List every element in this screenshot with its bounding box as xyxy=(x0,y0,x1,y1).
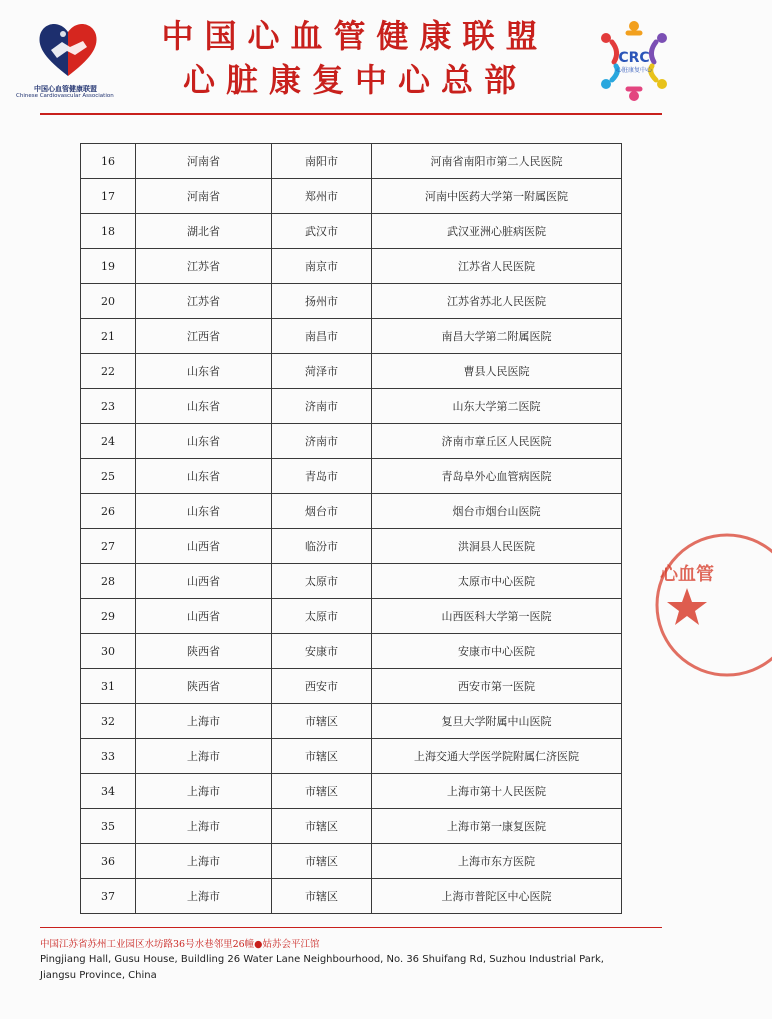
province-cell: 江苏省 xyxy=(136,284,272,319)
city-cell: 市辖区 xyxy=(272,774,372,809)
table-row xyxy=(81,459,622,494)
hospital-table-body xyxy=(81,144,622,914)
hospital-name-cell: 江苏省人民医院 xyxy=(372,249,622,284)
hospital-name-cell: 江苏省苏北人民医院 xyxy=(372,284,622,319)
hospital-name-cell: 上海市东方医院 xyxy=(372,844,622,879)
province-cell: 山西省 xyxy=(136,599,272,634)
city-cell: 济南市 xyxy=(272,389,372,424)
province-cell: 湖北省 xyxy=(136,214,272,249)
crc-logo-icon xyxy=(594,18,674,104)
table-row xyxy=(81,634,622,669)
city-cell: 市辖区 xyxy=(272,879,372,914)
hospital-name-cell: 上海市第十人民医院 xyxy=(372,774,622,809)
hospital-name-cell: 青岛阜外心血管病医院 xyxy=(372,459,622,494)
crc-logo-text: CRC xyxy=(618,50,650,66)
red-star-seal-icon xyxy=(652,530,772,680)
crc-logo xyxy=(594,18,674,104)
hospital-name-cell: 南昌大学第二附属医院 xyxy=(372,319,622,354)
hospital-name-cell: 河南省南阳市第二人民医院 xyxy=(372,144,622,179)
province-cell: 陕西省 xyxy=(136,669,272,704)
hospital-name-cell: 太原市中心医院 xyxy=(372,564,622,599)
hospital-name-cell: 西安市第一医院 xyxy=(372,669,622,704)
province-cell: 山东省 xyxy=(136,459,272,494)
province-cell: 陕西省 xyxy=(136,634,272,669)
city-cell: 菏泽市 xyxy=(272,354,372,389)
province-cell: 山西省 xyxy=(136,529,272,564)
city-cell: 南昌市 xyxy=(272,319,372,354)
table-row xyxy=(81,354,622,389)
row-number-cell: 17 xyxy=(81,179,136,214)
city-cell: 武汉市 xyxy=(272,214,372,249)
row-number-cell: 35 xyxy=(81,809,136,844)
heart-handshake-logo-icon xyxy=(37,20,99,78)
row-number-cell: 19 xyxy=(81,249,136,284)
province-cell: 山西省 xyxy=(136,564,272,599)
province-cell: 山东省 xyxy=(136,494,272,529)
province-cell: 河南省 xyxy=(136,144,272,179)
table-row xyxy=(81,809,622,844)
province-cell: 上海市 xyxy=(136,809,272,844)
city-cell: 市辖区 xyxy=(272,739,372,774)
row-number-cell: 22 xyxy=(81,354,136,389)
hospital-name-cell: 河南中医药大学第一附属医院 xyxy=(372,179,622,214)
province-cell: 江苏省 xyxy=(136,249,272,284)
row-number-cell: 30 xyxy=(81,634,136,669)
province-cell: 上海市 xyxy=(136,844,272,879)
table-row xyxy=(81,844,622,879)
hospital-name-cell: 曹县人民医院 xyxy=(372,354,622,389)
hospital-name-cell: 济南市章丘区人民医院 xyxy=(372,424,622,459)
org-subtitle: 心脏康复中心总部 xyxy=(182,61,527,99)
row-number-cell: 28 xyxy=(81,564,136,599)
association-logo xyxy=(12,20,122,100)
table-row xyxy=(81,774,622,809)
table-row xyxy=(81,494,622,529)
hospital-name-cell: 安康市中心医院 xyxy=(372,634,622,669)
table-row xyxy=(81,599,622,634)
city-cell: 安康市 xyxy=(272,634,372,669)
table-row xyxy=(81,389,622,424)
association-name-cn: 中国心血管健康联盟 xyxy=(34,85,97,93)
hospital-name-cell: 洪洞县人民医院 xyxy=(372,529,622,564)
table-row xyxy=(81,704,622,739)
province-cell: 山东省 xyxy=(136,389,272,424)
table-row xyxy=(81,179,622,214)
row-number-cell: 25 xyxy=(81,459,136,494)
city-cell: 太原市 xyxy=(272,599,372,634)
city-cell: 临汾市 xyxy=(272,529,372,564)
city-cell: 南京市 xyxy=(272,249,372,284)
hospital-name-cell: 烟台市烟台山医院 xyxy=(372,494,622,529)
address-cn: 中国江苏省苏州工业园区水坊路36号水巷邻里26幢●姑苏会平江馆 xyxy=(40,939,320,950)
letterhead xyxy=(0,0,700,120)
table-row xyxy=(81,319,622,354)
row-number-cell: 23 xyxy=(81,389,136,424)
row-number-cell: 33 xyxy=(81,739,136,774)
city-cell: 市辖区 xyxy=(272,809,372,844)
hospital-name-cell: 复旦大学附属中山医院 xyxy=(372,704,622,739)
row-number-cell: 18 xyxy=(81,214,136,249)
table-row xyxy=(81,879,622,914)
city-cell: 市辖区 xyxy=(272,704,372,739)
footer-divider xyxy=(40,927,662,928)
table-row xyxy=(81,214,622,249)
association-name-en: Chinese Cardiovascular Association xyxy=(16,93,114,99)
row-number-cell: 26 xyxy=(81,494,136,529)
crc-logo-subtext: 心脏康复中心 xyxy=(615,67,653,74)
city-cell: 西安市 xyxy=(272,669,372,704)
hospital-name-cell: 山东大学第二医院 xyxy=(372,389,622,424)
row-number-cell: 34 xyxy=(81,774,136,809)
table-row xyxy=(81,284,622,319)
row-number-cell: 24 xyxy=(81,424,136,459)
table-row xyxy=(81,144,622,179)
header-divider xyxy=(40,113,662,115)
city-cell: 济南市 xyxy=(272,424,372,459)
row-number-cell: 36 xyxy=(81,844,136,879)
city-cell: 烟台市 xyxy=(272,494,372,529)
hospital-name-cell: 上海市普陀区中心医院 xyxy=(372,879,622,914)
row-number-cell: 29 xyxy=(81,599,136,634)
hospital-name-cell: 上海交通大学医学院附属仁济医院 xyxy=(372,739,622,774)
hospital-name-cell: 山西医科大学第一医院 xyxy=(372,599,622,634)
row-number-cell: 21 xyxy=(81,319,136,354)
city-cell: 南阳市 xyxy=(272,144,372,179)
province-cell: 山东省 xyxy=(136,354,272,389)
city-cell: 扬州市 xyxy=(272,284,372,319)
seal-text: 心血管 xyxy=(660,564,714,585)
province-cell: 山东省 xyxy=(136,424,272,459)
province-cell: 河南省 xyxy=(136,179,272,214)
city-cell: 青岛市 xyxy=(272,459,372,494)
city-cell: 市辖区 xyxy=(272,844,372,879)
hospital-name-cell: 上海市第一康复医院 xyxy=(372,809,622,844)
row-number-cell: 32 xyxy=(81,704,136,739)
address-en: Pingjiang Hall, Gusu House, Buildling 26 Water Lane Neighbourhood, No. 36 Shuifang Rd, Suzhou Industrial Park, Jiangsu Province, China xyxy=(40,954,604,981)
table-row xyxy=(81,739,622,774)
province-cell: 上海市 xyxy=(136,774,272,809)
table-row xyxy=(81,249,622,284)
hospital-table xyxy=(80,143,622,914)
row-number-cell: 27 xyxy=(81,529,136,564)
row-number-cell: 16 xyxy=(81,144,136,179)
table-row xyxy=(81,669,622,704)
city-cell: 太原市 xyxy=(272,564,372,599)
official-seal xyxy=(652,530,772,680)
table-row xyxy=(81,564,622,599)
row-number-cell: 37 xyxy=(81,879,136,914)
hospital-name-cell: 武汉亚洲心脏病医院 xyxy=(372,214,622,249)
row-number-cell: 31 xyxy=(81,669,136,704)
org-title: 中国心血管健康联盟 xyxy=(161,17,549,55)
table-row xyxy=(81,529,622,564)
province-cell: 上海市 xyxy=(136,739,272,774)
province-cell: 上海市 xyxy=(136,879,272,914)
city-cell: 郑州市 xyxy=(272,179,372,214)
row-number-cell: 20 xyxy=(81,284,136,319)
table-row xyxy=(81,424,622,459)
province-cell: 江西省 xyxy=(136,319,272,354)
province-cell: 上海市 xyxy=(136,704,272,739)
